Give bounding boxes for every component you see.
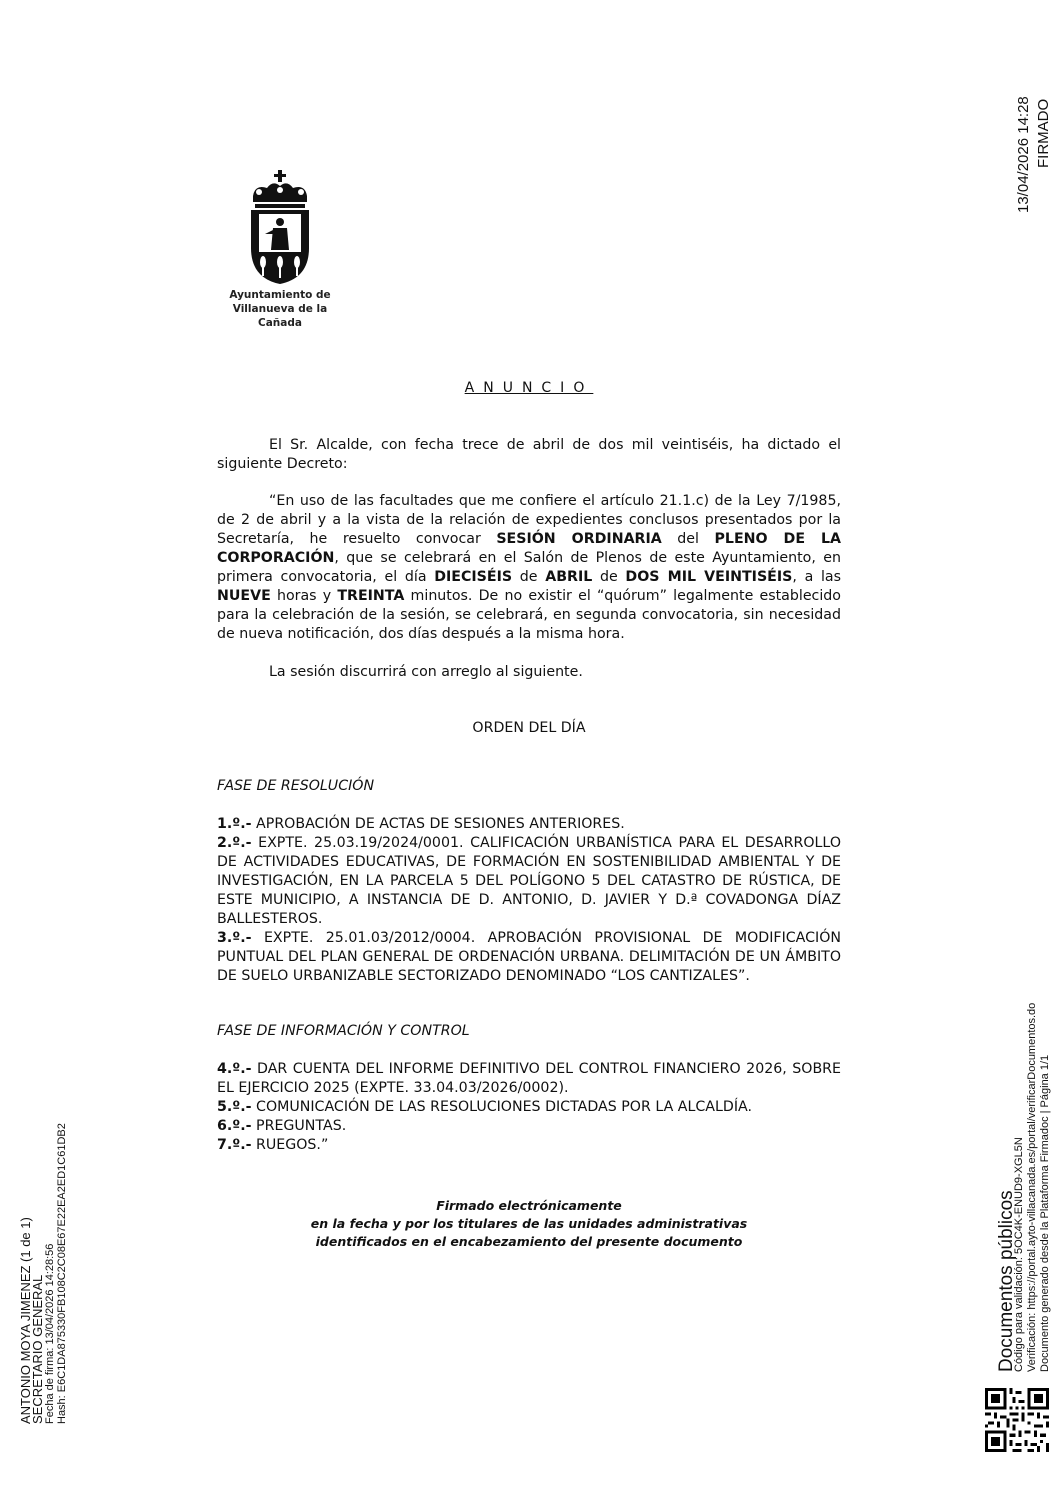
signer-name: ANTONIO MOYA JIMENEZ (1 de 1)	[18, 1217, 33, 1424]
stamp-date: 13/04/2026 14:28	[1015, 96, 1032, 213]
agenda-heading: ORDEN DEL DÍA	[472, 720, 586, 736]
org-name-line2: Villanueva de la Cañada	[232, 303, 328, 329]
verification-footer: Documento generado desde la Plataforma Firmadoc | Página 1/1	[1039, 1054, 1051, 1372]
agenda-item: 3.º.- EXPTE. 25.01.03/2012/0004. APROBACIÓN PROVISIONAL DE MODIFICACIÓN PUNTUAL DEL PLAN GENERAL DE ORDENACIÓN URBANA. DELIMITACIÓN DE UN ÁMBITO DE SUELO URBANIZABLE SECTORIZADO DENOMINADO “LOS CANTIZALES”.	[217, 930, 841, 984]
intro-paragraph-3: La sesión discurrirá con arreglo al siguiente.	[269, 664, 583, 680]
signature-note	[0, 1197, 1058, 1251]
agenda-item: 6.º.- PREGUNTAS.	[217, 1118, 347, 1134]
signer-role: SECRETARIO GENERAL	[30, 1274, 45, 1424]
agenda-list-information	[217, 1060, 841, 1155]
verification-code: Código para validación: 5OC4K-ENUD9-XGL5N	[1013, 1137, 1025, 1372]
stamp-status: FIRMADO	[1035, 98, 1052, 168]
qr-code-icon[interactable]	[985, 1388, 1049, 1452]
coat-of-arms-icon	[245, 168, 315, 288]
verification-url[interactable]: Verificación: https://portal.ayto-villacanada.es/portal/verificarDocumentos.do	[1026, 1002, 1038, 1372]
signer-hash: Hash: E6C1DA875330FB108C2C08E67E22EA2ED1C61DB2	[56, 1123, 68, 1424]
agenda-list-resolution	[217, 815, 841, 986]
agenda-item: 2.º.- EXPTE. 25.03.19/2024/0001. CALIFICACIÓN URBANÍSTICA PARA EL DESARROLLO DE ACTIVIDADES EDUCATIVAS, DE FORMACIÓN EN SOSTENIBILIDAD AMBIENTAL Y DE INVESTIGACIÓN, EN LA PARCELA 5 DEL POLÍGONO 5 DEL CATASTRO DE RÚSTICA, DE ESTE MUNICIPIO, A INSTANCIA DE D. ANTONIO, D. JAVIER Y D.ª COVADONGA DÍAZ BALLESTEROS.	[217, 835, 841, 927]
agenda-item: 5.º.- COMUNICACIÓN DE LAS RESOLUCIONES DICTADAS POR LA ALCALDÍA.	[217, 1099, 752, 1115]
agenda-item: 4.º.- DAR CUENTA DEL INFORME DEFINITIVO DEL CONTROL FINANCIERO 2026, SOBRE EL EJERCICIO 2025 (EXPTE. 33.04.03/2026/0002).	[217, 1061, 841, 1096]
intro-paragraph-2: “En uso de las facultades que me confiere el artículo 21.1.c) de la Ley 7/1985, de 2 de abril y a la vista de la relación de expedientes conclusos presentados por la Secretaría, he resuelto convocar SESIÓN ORDINARIA del PLENO DE LA CORPORACIÓN, que se celebrará en el Salón de Plenos de este Ayuntamiento, en primera convocatoria, el día DIECISÉIS de ABRIL de DOS MIL VEINTISÉIS, a las NUEVE horas y TREINTA minutos. De no existir el “quórum” legalmente establecido para la celebración de la sesión, se celebrará, en segunda convocatoria, sin necesidad de nueva notificación, dos días después a la misma hora.	[217, 493, 842, 642]
agenda-item: 1.º.- APROBACIÓN DE ACTAS DE SESIONES ANTERIORES.	[217, 816, 625, 832]
intro-paragraph-1: El Sr. Alcalde, con fecha trece de abril de dos mil veintiséis, ha dictado el siguiente Decreto:	[217, 437, 841, 472]
phase-heading-resolution: FASE DE RESOLUCIÓN	[217, 778, 375, 794]
org-name-line1: Ayuntamiento de	[229, 289, 331, 301]
signer-date: Fecha de firma: 13/04/2026 14:28:56	[44, 1243, 56, 1424]
signature-line-2: en la fecha y por los titulares de las unidades administrativas	[310, 1216, 748, 1231]
agenda-item: 7.º.- RUEGOS.”	[217, 1137, 329, 1153]
document-title: ANUNCIO	[464, 380, 594, 396]
municipal-logo	[210, 168, 350, 330]
signature-line-3: identificados en el encabezamiento del presente documento	[315, 1234, 743, 1249]
phase-heading-information: FASE DE INFORMACIÓN Y CONTROL	[217, 1023, 470, 1039]
signature-line-1: Firmado electrónicamente	[436, 1198, 622, 1213]
verification-title: Documentos públicos	[996, 1190, 1017, 1372]
